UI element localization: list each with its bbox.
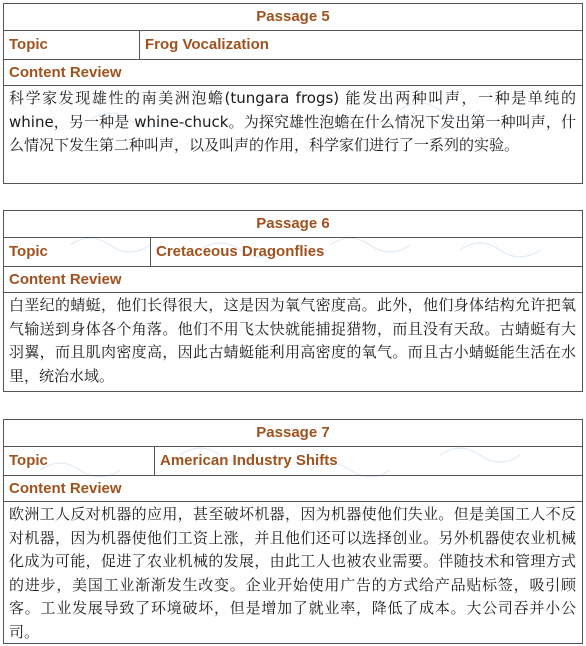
content-review-text: 欧洲工人反对机器的应用，甚至破坏机器，因为机器使他们失业。但是美国工人不反对机器，因为机器使他们工资上涨，并且他们还可以选择创业。另外机器使农业机械化成为可能，促进了农业机械的发展，由此工人也被农业需要。伴随技术和管理方式的进步，美国工业渐渐发生改变。企业开始使用广告的方式给产品贴标签，吸引顾客。工业发展导致了环境破坏，但是增加了就业率，降低了成本。大公司吞并小公司。: [9, 505, 576, 641]
passage-title: Passage 6: [4, 211, 582, 238]
content-review-label: Content Review: [4, 476, 582, 502]
content-review-text: 科学家发现雄性的南美洲泡蟾(tungara frogs) 能发出两种叫声，一种是单纯的 whine，另一种是 whine-chuck。为探究雄性泡蟾在什么情况下发出第一种叫声，什么情况下发生第二种叫声，以及叫声的作用，科学家们进行了一系列的实验。: [9, 89, 576, 154]
content-review-label: Content Review: [4, 267, 582, 293]
topic-value: American Industry Shifts: [160, 452, 338, 469]
topic-value: Frog Vocalization: [145, 36, 269, 53]
passage-5-table: [3, 3, 583, 184]
topic-label: Topic: [4, 31, 140, 59]
topic-row: [4, 447, 582, 476]
topic-label: Topic: [4, 238, 151, 266]
passage-7-table: [3, 419, 583, 644]
topic-label: Topic: [4, 447, 155, 475]
topic-value: Cretaceous Dragonflies: [156, 243, 325, 260]
passage-title: Passage 7: [4, 420, 582, 447]
content-review-text: 白垩纪的蜻蜓，他们长得很大，这是因为氧气密度高。此外，他们身体结构允许把氧气输送到身体各个角落。他们不用飞太快就能捕捉猎物，而且没有天敌。古蜻蜓有大羽翼，而且肌肉密度高，因此古蜻蜓能利用高密度的氧气。而且古小蜻蜓能生活在水里，统治水域。: [9, 296, 576, 385]
topic-row: [4, 31, 582, 60]
topic-row: [4, 238, 582, 267]
passage-title: Passage 5: [4, 4, 582, 31]
content-review-label: Content Review: [4, 60, 582, 86]
passage-6-table: [3, 210, 583, 392]
